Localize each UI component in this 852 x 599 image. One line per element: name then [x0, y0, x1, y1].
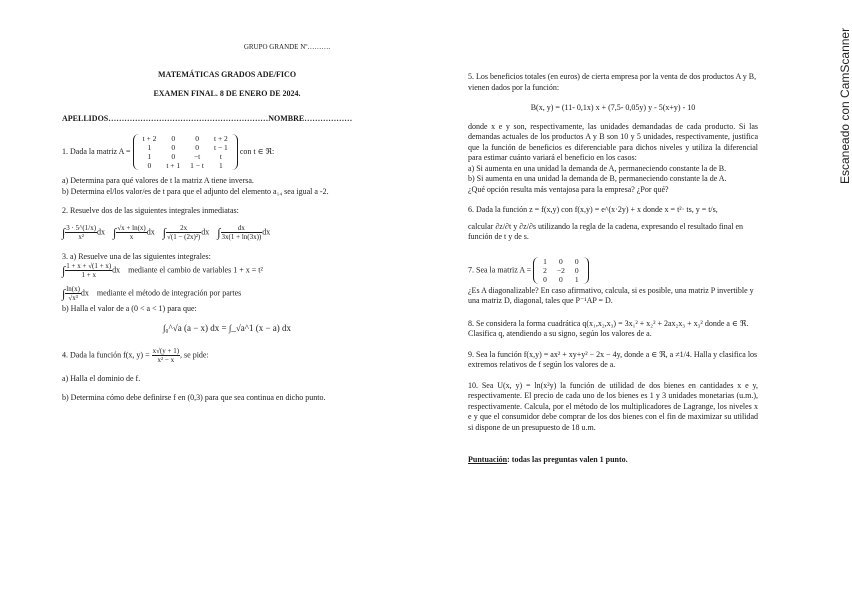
q5-equation: B(x, y) = (11- 0,1x) x + (7,5- 0,05y) y - 5(x+y) - 10 — [530, 103, 696, 112]
question-7 — [468, 257, 758, 307]
q1-matrix: t + 2 0 0 t + 2 1 0 0 t − 1 1 0 −t t 0 t + 1 1 − t 1 — [133, 134, 238, 170]
question-5 — [468, 72, 758, 195]
q1-intro: 1. Dada la matriz A = — [62, 146, 131, 156]
q6-line-1: 6. Dada la función z = f(x,y) con f(x,y) = e^(x·2y) + x donde x = t²· ts, y = t/s, — [468, 205, 718, 214]
q1-part-a: a) Determina para qué valores de t la matriz A tiene inversa. — [62, 176, 254, 185]
q2-integrals: ∫ $\frac{3 \cdot 5\^{}(1/x)}{\text{x²}}$ dx ∫ $\frac{√x + \ln(x)}{x}$ dx ∫ $\frac{2x}{\text{√(1 − (2x)²)}}$ dx ∫ $\frac{dx}{3x(1 + \ln(3x))}$ dx — [62, 223, 271, 241]
question-2 — [62, 206, 392, 241]
q4-intro: 4. Dada la función f(x, y) = $\frac{x√(y + 1)}{\text{x² − x}}$ , se pide: — [62, 347, 209, 364]
q3-equation: ∫₀^√a (a − x) dx = ∫_√a^1 (x − a) dx — [162, 322, 292, 333]
q5-part-a: a) Si aumenta en una unidad la demanda de A, permaneciendo constante la de B. — [468, 163, 727, 173]
group-number: GRUPO GRANDE Nº………. — [243, 43, 331, 51]
q5-text: 5. Los beneficios totales (en euros) de cierta empresa por la venta de dos productos A y B, vienen dados por la función: — [468, 72, 757, 92]
name-line: APELLIDOS……………………………………………………NOMBRE……………… — [62, 113, 353, 123]
q3-title: 3. a) Resuelve una de las siguientes integrales: — [62, 251, 211, 261]
scanner-watermark — [822, 14, 852, 184]
q5-question: ¿Qué opción resulta más ventajosa para la empresa? ¿Por qué? — [468, 184, 669, 194]
q2-title: 2. Resuelve dos de las siguientes integrales inmediatas: — [62, 206, 239, 215]
scoring-label: Puntuación — [468, 455, 508, 464]
q4-part-b: b) Determina cómo debe definirse f en (0,3) para que sea continua en dicho punto. — [62, 392, 326, 402]
scoring-text: : todas las preguntas valen 1 punto. — [507, 455, 628, 464]
q3-part-b: b) Halla el valor de a (0 < a < 1) para que: — [62, 304, 197, 313]
question-6 — [468, 205, 758, 243]
q5-body: donde x e y son, respectivamente, las unidades demandadas de cada producto. Si las demandas actuales de los productos A y B son 10 y 5 unidades, respectivamente, justifica que la función de beneficios es diferenciable para dichos niveles y utiliza la diferencial para estimar cuánto variará el beneficio en los casos: — [468, 121, 758, 162]
left-column — [62, 42, 392, 403]
question-10: 10. Sea U(x, y) = ln(x²y) la función de utilidad de dos bienes en cantidades x e y, respectivamente. El precio de cada uno de los bienes es 1 y 3 unidades monetarias (u.m.), respectivamente. Calcula, por el método de los multiplicadores de Lagrange, los niveles x e y que el consumidor debe comprar de los dos bienes con el fin de maximizar su utilidad si dispone de un presupuesto de 18 u.m. — [468, 380, 758, 432]
q7-matrix: 1 0 0 2 −2 0 0 0 1 — [533, 257, 588, 284]
exam-subtitle: EXAMEN FINAL. 8 DE ENERO DE 2024. — [153, 89, 301, 98]
question-1 — [62, 134, 392, 197]
question-4 — [62, 347, 392, 403]
q3-integral-2: ∫ $\frac{\ln(x)}{\text{√x³}}$ dx mediante el método de integración por partes — [62, 285, 242, 302]
q3-integral-1: ∫ $\frac{1 + x + √(1 + x)}{1 + x}$ dx mediante el cambio de variables 1 + x = t² — [62, 262, 263, 279]
q1-part-b: b) Determina el/los valor/es de t para que el adjunto del elemento a₁₄ sea igual a -2. — [62, 186, 329, 196]
watermark-text: Escaneado con CamScanner — [838, 27, 852, 184]
q6-line-2: calcular ∂z/∂t y ∂z/∂s utilizando la regla de la cadena, expresando el resultado final en función de t y de s. — [468, 221, 744, 241]
exam-title: MATEMÁTICAS GRADOS ADE/FICO — [157, 69, 297, 79]
question-3 — [62, 252, 392, 334]
q1-tail: con t ∈ ℜ: — [239, 146, 275, 156]
right-column — [468, 72, 758, 466]
question-8: 8. Se considera la forma cuadrática q(x₁,x₂,x₃) = 3x₁² + x₂² + 2ax₂x₃ + x₃² donde a ∈ ℜ. Clasifica q, atendiendo a su signo, según los valores de a. — [468, 318, 749, 338]
q5-part-b: b) Si aumenta en una unidad la demanda de B, permaneciendo constante la de A. — [468, 174, 727, 183]
scoring-note — [468, 455, 758, 466]
q7-text: ¿Es A diagonalizable? En caso afirmativo, calcula, si es posible, una matriz P invertible y una matriz D, diagonal, tales que P⁻¹AP = D. — [468, 285, 754, 305]
question-9: 9. Sea la función f(x,y) = ax² + xy+y² − 2x − 4y, donde a ∈ ℜ, a ≠1/4. Halla y clasifica los extremos relativos de f según los valores de a. — [468, 349, 758, 369]
q4-part-a: a) Halla el dominio de f. — [62, 374, 141, 383]
q7-intro: 7. Sea la matriz A = — [468, 264, 532, 274]
